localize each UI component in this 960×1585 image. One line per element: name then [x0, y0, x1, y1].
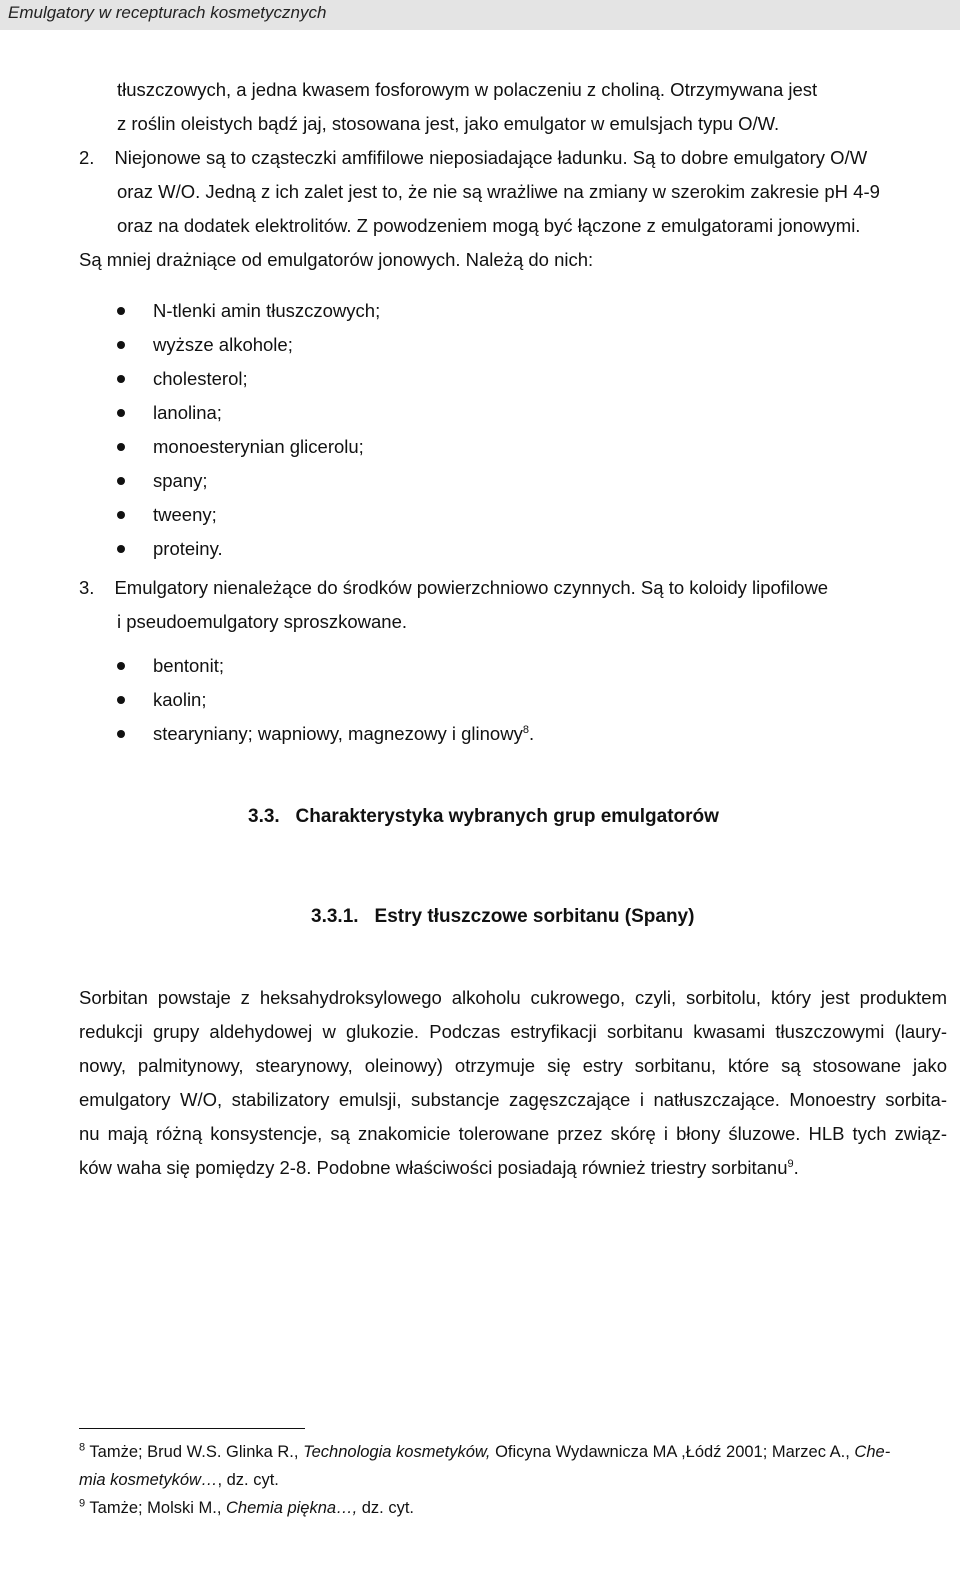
footnote-separator: [79, 1428, 305, 1429]
list-item: bentonit;: [117, 649, 534, 683]
list-item: proteiny.: [117, 532, 380, 566]
bullet-list-nonionic: [117, 294, 380, 566]
subsection-heading: [311, 906, 694, 928]
text-line: emulgatory W/O, stabilizatory emulsji, substancje zagęszczające i natłuszczające. Monoestry sorbita-: [79, 1089, 947, 1110]
bullet-icon: [117, 545, 125, 553]
text-line: Sorbitan powstaje z heksahydroksylowego alkoholu cukrowego, czyli, sorbitolu, który jest produktem: [79, 987, 947, 1008]
footnote-ref[interactable]: 9: [787, 1157, 794, 1170]
continuation-paragraph: [117, 73, 947, 141]
bullet-icon: [117, 443, 125, 451]
text-line: nu mają różną konsystencje, są znakomicie tolerowane przez skórę i błony śluzowe. HLB tych związ-: [79, 1123, 947, 1144]
list-item-3: [79, 571, 947, 639]
subsection-title: Estry tłuszczowe sorbitanu (Spany): [374, 906, 695, 927]
bullet-icon: [117, 307, 125, 315]
text-line: tłuszczowych, a jedna kwasem fosforowym w polaczeniu z choliną. Otrzymywana jest: [117, 79, 818, 100]
footnote-9: $^9$ Tamże; Molski M., Chemia piękna…, dz. cyt.: [79, 1497, 415, 1517]
list-item: tweeny;: [117, 498, 380, 532]
section-heading: 3.3. Charakterystyka wybranych grup emulgatorów: [248, 806, 719, 827]
text-line: Niejonowe są to cząsteczki amfifilowe nieposiadające ładunku. Są to dobre emulgatory O/W: [114, 147, 868, 168]
bullet-list-non-surfactant: [117, 649, 534, 751]
body-paragraph: [79, 981, 947, 1185]
bullet-icon: [117, 662, 125, 670]
header-title: Emulgatory w recepturach kosmetycznych: [8, 3, 327, 22]
text-line: oraz W/O. Jedną z ich zalet jest to, że nie są wrażliwe na zmiany w szerokim zakresie pH 4-9: [117, 181, 880, 202]
list-item: cholesterol;: [117, 362, 380, 396]
text-line: z roślin oleistych bądź jaj, stosowana jest, jako emulgator w emulsjach typu O/W.: [117, 113, 780, 134]
list-item-2: [79, 141, 947, 277]
bullet-icon: [117, 409, 125, 417]
footnotes: [79, 1438, 947, 1522]
list-item: N-tlenki amin tłuszczowych;: [117, 294, 380, 328]
item-number: 2.: [79, 147, 95, 168]
bullet-icon: [117, 730, 125, 738]
text-line: oraz na dodatek elektrolitów. Z powodzeniem mogą być łączone z emulgatorami jonowymi.: [117, 215, 861, 236]
list-item: wyższe alkohole;: [117, 328, 380, 362]
text-line: Są mniej drażniące od emulgatorów jonowych. Należą do nich:: [79, 249, 594, 270]
bullet-icon: [117, 375, 125, 383]
text-line: redukcji grupy aldehydowej w glukozie. Podczas estryfikacji sorbitanu kwasami tłuszczowymi (laury-: [79, 1021, 947, 1042]
footnote-8-continued: mia kosmetyków…, dz. cyt.: [79, 1471, 279, 1489]
item-number: 3.: [79, 577, 95, 598]
running-header: [0, 0, 960, 30]
list-item: stearyniany; wapniowy, magnezowy i glinowy$^8$.: [117, 717, 534, 751]
list-item: spany;: [117, 464, 380, 498]
list-item: kaolin;: [117, 683, 534, 717]
text-line: i pseudoemulgatory sproszkowane.: [117, 611, 407, 632]
list-item: monoesterynian glicerolu;: [117, 430, 380, 464]
text-line: ków waha się pomiędzy 2-8. Podobne właściwości posiadają również triestry sorbitanu$^9$.: [79, 1157, 799, 1178]
footnote-8: $^8$ Tamże; Brud W.S. Glinka R., Technologia kosmetyków, Oficyna Wydawnicza MA ,Łódź 2001; Marzec A., Che-: [79, 1441, 891, 1461]
footnote-ref[interactable]: 8: [522, 723, 529, 736]
text-line: Emulgatory nienależące do środków powierzchniowo czynnych. Są to koloidy lipofilowe: [114, 577, 829, 598]
subsection-number: 3.3.1.: [311, 906, 359, 927]
bullet-icon: [117, 511, 125, 519]
bullet-icon: [117, 477, 125, 485]
list-item: lanolina;: [117, 396, 380, 430]
text-line: nowy, palmitynowy, stearynowy, oleinowy) otrzymuje się estry sorbitanu, które są stosowane jako: [79, 1055, 947, 1076]
bullet-icon: [117, 341, 125, 349]
bullet-icon: [117, 696, 125, 704]
